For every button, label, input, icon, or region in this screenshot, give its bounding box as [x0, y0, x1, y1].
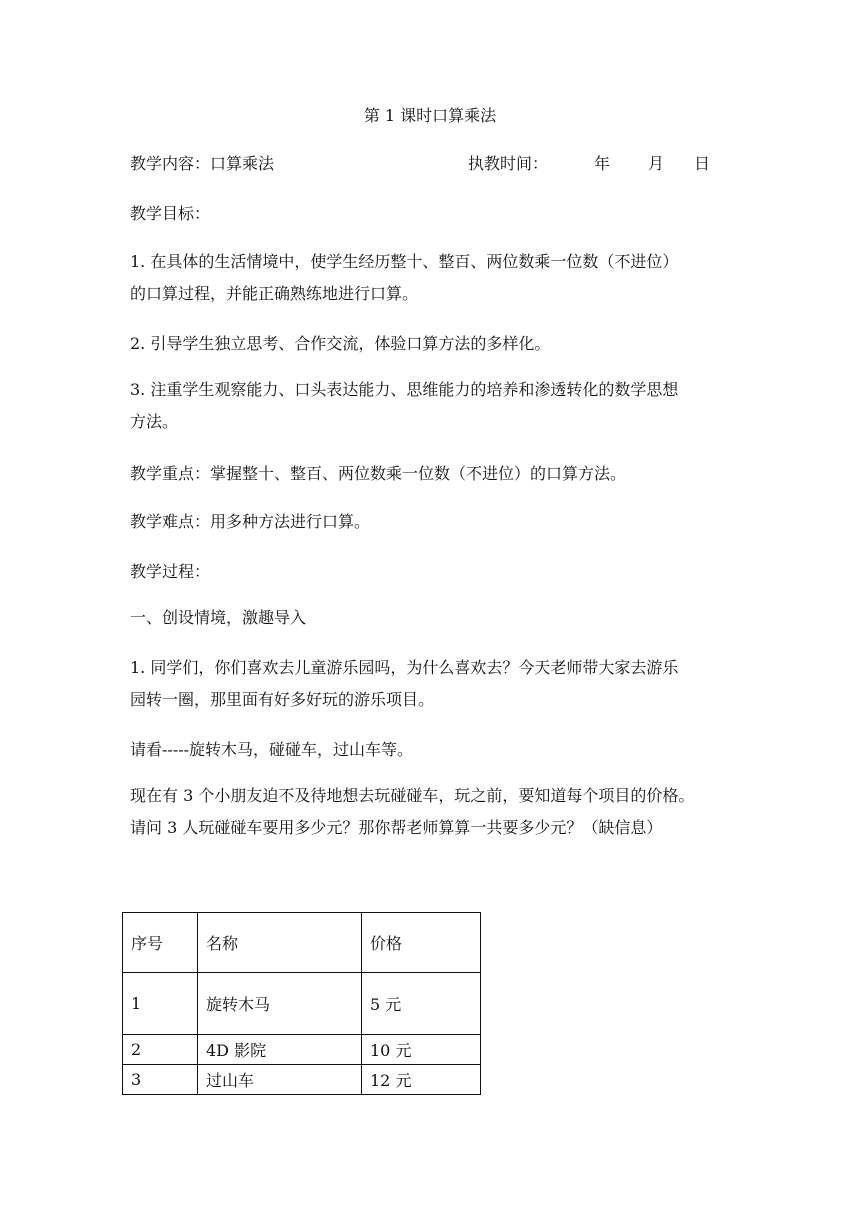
step-1-line-2: 园转一圈，那里面有好多好玩的游乐项目。 — [130, 690, 435, 709]
lesson-title: 第 1 课时口算乘法 — [363, 106, 497, 125]
goals-heading: 教学目标： — [130, 204, 211, 223]
look-line: 请看-----旋转木马，碰碰车，过山车等。 — [130, 740, 414, 759]
goal-1-line-2: 的口算过程，并能正确熟练地进行口算。 — [130, 284, 419, 303]
table-cell: 2 — [123, 1035, 198, 1065]
step-1-line-1: 1. 同学们，你们喜欢去儿童游乐园吗，为什么喜欢去？今天老师带大家去游乐 — [130, 658, 679, 677]
goal-1-line-1: 1. 在具体的生活情境中，使学生经历整十、整百、两位数乘一位数（不进位） — [130, 252, 679, 271]
teaching-time — [468, 152, 710, 176]
story-line-2: 请问 3 人玩碰碰车要用多少元？那你帮老师算算一共要多少元？（缺信息） — [130, 818, 663, 837]
table-cell: 1 — [123, 973, 198, 1035]
key-point: 教学重点：掌握整十、整百、两位数乘一位数（不进位）的口算方法。 — [130, 464, 627, 483]
time-label: 执教时间： — [468, 154, 549, 173]
table-cell: 过山车 — [198, 1065, 362, 1095]
story — [130, 780, 740, 844]
goal-3-line-2: 方法。 — [130, 412, 179, 431]
table-row — [123, 1035, 481, 1065]
goal-1 — [130, 246, 740, 310]
goal-3 — [130, 374, 740, 438]
table-row — [123, 973, 481, 1035]
table-cell: 旋转木马 — [198, 973, 362, 1035]
table-header-cell: 名称 — [198, 913, 362, 973]
table-header-cell: 价格 — [362, 913, 481, 973]
goal-3-line-1: 3. 注重学生观察能力、口头表达能力、思维能力的培养和渗透转化的数学思想 — [130, 380, 679, 399]
month-label: 月 — [648, 154, 665, 173]
table-header-cell: 序号 — [123, 913, 198, 973]
price-table — [122, 912, 481, 1095]
table-cell: 3 — [123, 1065, 198, 1095]
table-cell: 12 元 — [362, 1065, 481, 1095]
process-heading: 教学过程： — [130, 562, 211, 581]
table-cell: 4D 影院 — [198, 1035, 362, 1065]
table-header-row — [123, 913, 481, 973]
difficulty: 教学难点：用多种方法进行口算。 — [130, 512, 371, 531]
step-1 — [130, 652, 740, 716]
year-label: 年 — [594, 154, 611, 173]
section-1-heading: 一、创设情境，激趣导入 — [130, 608, 307, 627]
goal-2: 2. 引导学生独立思考、合作交流，体验口算方法的多样化。 — [130, 334, 551, 353]
table-cell: 5 元 — [362, 973, 481, 1035]
teaching-content: 教学内容：口算乘法 — [130, 154, 275, 173]
table-cell: 10 元 — [362, 1035, 481, 1065]
table-row — [123, 1065, 481, 1095]
story-line-1: 现在有 3 个小朋友迫不及待地想去玩碰碰车，玩之前，要知道每个项目的价格。 — [130, 786, 695, 805]
day-label: 日 — [694, 154, 711, 173]
